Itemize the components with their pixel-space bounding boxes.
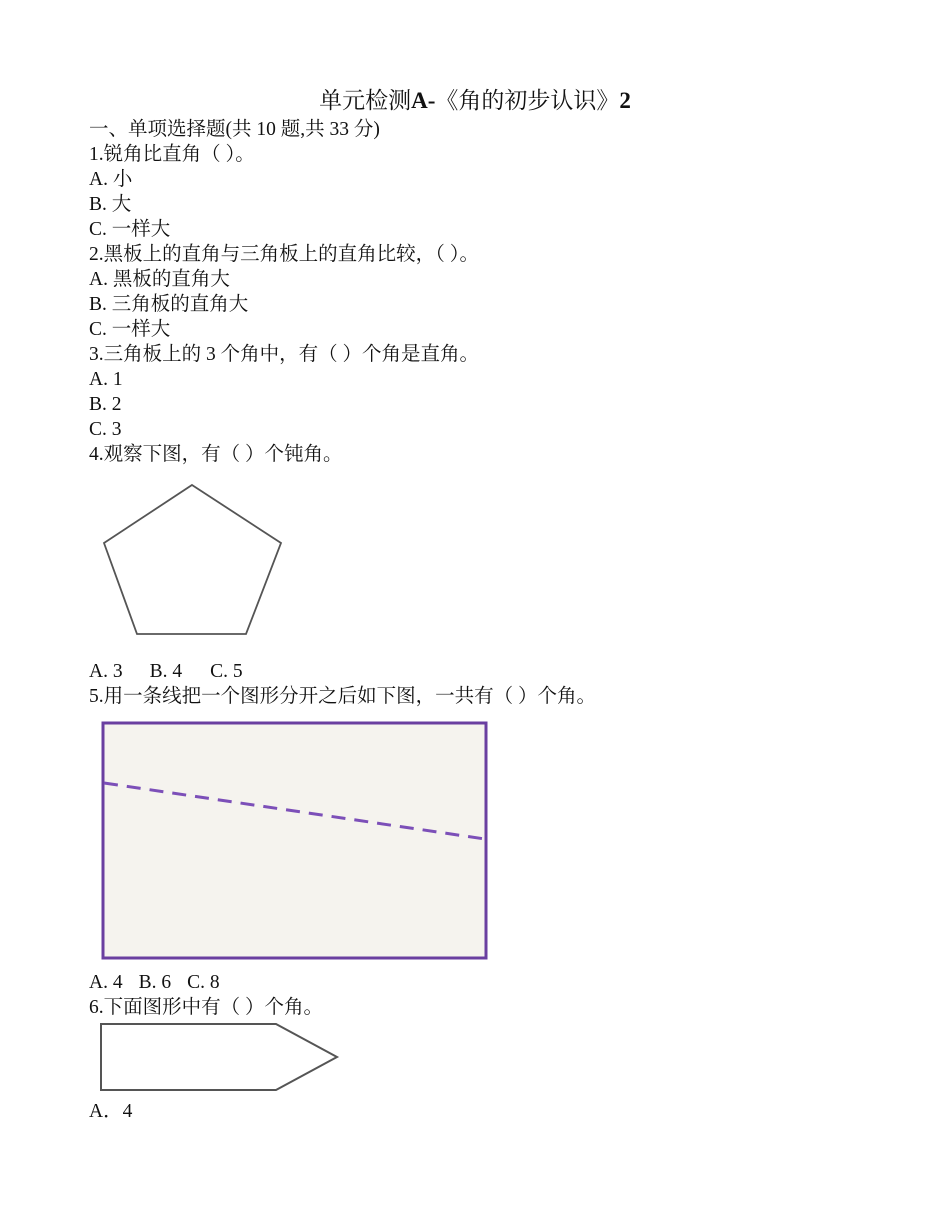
- title-prefix: 单元检测: [319, 88, 412, 113]
- question-1-option-b: B. 大: [89, 194, 132, 215]
- question-1-option-a: A. 小: [89, 169, 133, 190]
- question-2-stem: 2.黑板上的直角与三角板上的直角比较，（ ）。: [89, 244, 480, 265]
- title-bold-num: 2: [619, 88, 631, 113]
- title-bold-a: A-: [411, 88, 436, 113]
- question-5-stem: 5.用一条线把一个图形分开之后如下图，一共有（ ）个角。: [89, 686, 597, 707]
- question-1-option-c: C. 一样大: [89, 219, 171, 240]
- question-4-option-b: B. 4: [149, 661, 183, 682]
- question-4-option-a: A. 3: [89, 661, 123, 682]
- question-3-option-b: B. 2: [89, 394, 122, 415]
- question-2-option-b: B. 三角板的直角大: [89, 294, 249, 315]
- question-6-stem: 6.下面图形中有（ ）个角。: [89, 997, 324, 1018]
- section-header: 一、单项选择题(共 10 题,共 33 分): [89, 119, 380, 140]
- question-3-option-c: C. 3: [89, 419, 122, 440]
- question-6-option-a: A．4: [89, 1101, 133, 1122]
- question-2-option-c: C. 一样大: [89, 319, 171, 340]
- question-5-option-c: C. 8: [187, 972, 220, 993]
- question-5-option-b: B. 6: [138, 972, 172, 993]
- question-5-option-a: A. 4: [89, 972, 123, 993]
- question-1-stem: 1.锐角比直角（ ）。: [89, 144, 255, 165]
- question-3-option-a: A. 1: [89, 369, 123, 390]
- question-4-stem: 4.观察下图，有（ ）个钝角。: [89, 444, 343, 465]
- question-3-stem: 3.三角板上的 3 个角中，有（ ）个角是直角。: [89, 344, 480, 365]
- question-4-option-c: C. 5: [210, 661, 243, 682]
- arrow-pentagon-shape: [101, 1024, 337, 1090]
- question-2-option-a: A. 黑板的直角大: [89, 269, 230, 290]
- title-middle: 《角的初步认识》: [435, 88, 620, 113]
